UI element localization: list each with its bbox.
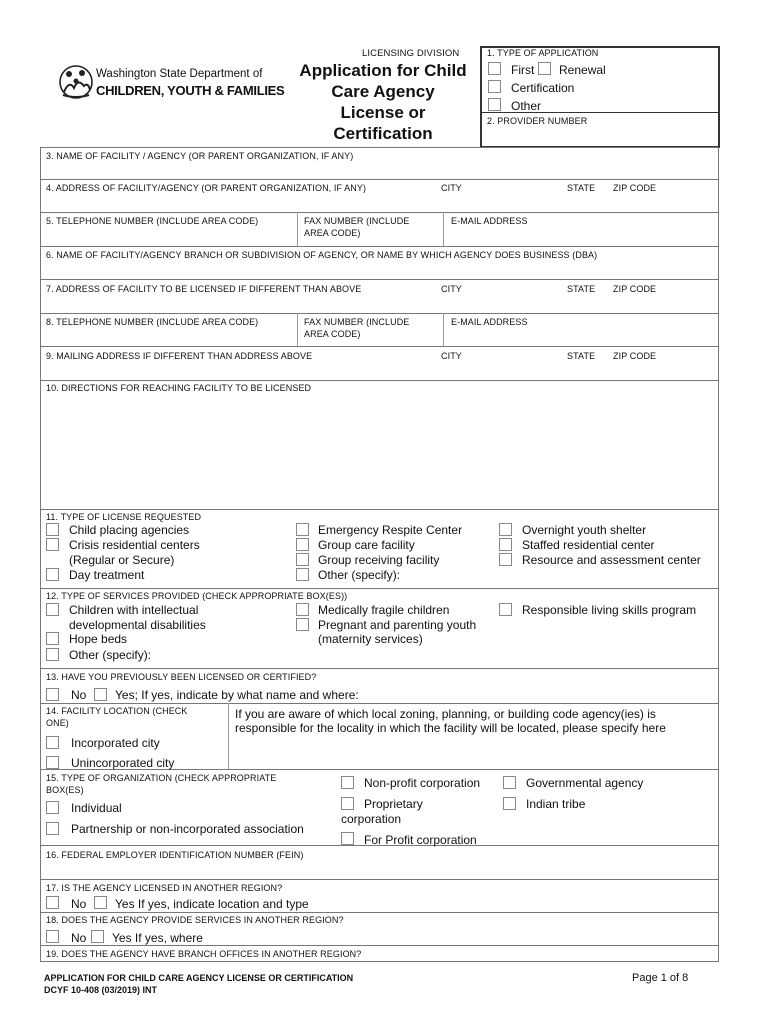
field-14-label-1: 14. FACILITY LOCATION (CHECK (46, 706, 188, 716)
first-label: First (511, 63, 535, 77)
individual-checkbox[interactable] (46, 801, 59, 814)
child-placing-label: Child placing agencies (69, 523, 190, 537)
field-9-label: 9. MAILING ADDRESS IF DIFFERENT THAN ADDRESS ABOVE (46, 351, 313, 361)
field-7-city: CITY (441, 284, 462, 294)
field-7-zip: ZIP CODE (613, 284, 657, 294)
provider-number-input[interactable] (484, 128, 716, 144)
indian-tribe-label: Indian tribe (526, 797, 586, 811)
field-18-label: 18. DOES THE AGENCY PROVIDE SERVICES IN ANOTHER REGION? (46, 915, 344, 925)
license-other-checkbox[interactable] (296, 568, 309, 581)
services-other-region-no-label: No (71, 931, 87, 945)
page-title (290, 60, 476, 144)
previously-licensed-yes-label: Yes; If yes, indicate by what name and where: (115, 688, 359, 702)
incorporated-city-checkbox[interactable] (46, 736, 59, 749)
renewal-label: Renewal (559, 63, 606, 77)
licensed-other-region-no-label: No (71, 897, 87, 911)
nonprofit-label: Non-profit corporation (364, 776, 481, 790)
crisis-residential-label: Crisis residential centers (69, 538, 200, 552)
title-line-3: License or (340, 103, 426, 122)
for-profit-label: For Profit corporation (364, 833, 477, 847)
pregnant-parenting-label: Pregnant and parenting youth (318, 618, 477, 632)
field-3-label: 3. NAME OF FACILITY / AGENCY (OR PARENT ORGANIZATION, IF ANY) (46, 151, 354, 161)
services-other-label: Other (specify): (69, 648, 152, 662)
indian-tribe-checkbox[interactable] (503, 797, 516, 810)
field-9-city: CITY (441, 351, 462, 361)
field-5-fax-2: AREA CODE) (304, 228, 361, 238)
facility-address-input[interactable] (44, 195, 714, 210)
field-14-label-2: ONE) (46, 718, 69, 728)
crisis-residential-sub: (Regular or Secure) (69, 553, 175, 567)
hope-beds-checkbox[interactable] (46, 632, 59, 645)
title-line-4: Certification (333, 124, 433, 143)
page-number: Page 1 of 8 (632, 972, 689, 984)
zoning-note-1: If you are aware of which local zoning, planning, or building code agency(ies) is (235, 707, 656, 721)
title-line-2: Care Agency (331, 82, 435, 101)
medically-fragile-label: Medically fragile children (318, 603, 450, 617)
field-8-fax-2: AREA CODE) (304, 329, 361, 339)
services-other-region-yes-label: Yes If yes, where (112, 931, 203, 945)
directions-input[interactable] (44, 396, 714, 506)
field-12-label: 12. TYPE OF SERVICES PROVIDED (CHECK APPROPRIATE BOX(ES)) (46, 591, 348, 601)
renewal-checkbox[interactable] (538, 62, 551, 75)
licensing-division: LICENSING DIVISION (362, 48, 460, 59)
footer-form-number: DCYF 10-408 (03/2019) INT (44, 985, 158, 995)
child-placing-checkbox[interactable] (46, 523, 59, 536)
emergency-respite-checkbox[interactable] (296, 523, 309, 536)
license-other-label: Other (specify): (318, 568, 401, 582)
field-17-label: 17. IS THE AGENCY LICENSED IN ANOTHER REGION? (46, 883, 283, 893)
licensed-other-region-yes-checkbox[interactable] (94, 896, 107, 909)
unincorporated-city-checkbox[interactable] (46, 756, 59, 769)
field-13-label: 13. HAVE YOU PREVIOUSLY BEEN LICENSED OR CERTIFIED? (46, 672, 317, 682)
field-8-fax-1: FAX NUMBER (INCLUDE (304, 317, 410, 327)
field-4-zip: ZIP CODE (613, 183, 657, 193)
partnership-label: Partnership or non-incorporated association (71, 822, 304, 836)
field-19-label: 19. DOES THE AGENCY HAVE BRANCH OFFICES IN ANOTHER REGION? (46, 949, 362, 959)
previously-licensed-yes-checkbox[interactable] (94, 688, 107, 701)
living-skills-label: Responsible living skills program (522, 603, 697, 617)
services-other-region-no-checkbox[interactable] (46, 930, 59, 943)
proprietary-label: Proprietary (364, 797, 423, 811)
day-treatment-label: Day treatment (69, 568, 145, 582)
individual-label: Individual (71, 801, 122, 815)
zoning-note-2: responsible for the locality in which the facility will be located, please specify here (235, 721, 666, 735)
field-8-label: 8. TELEPHONE NUMBER (INCLUDE AREA CODE) (46, 317, 259, 327)
licensed-other-region-no-checkbox[interactable] (46, 896, 59, 909)
field-5-email: E-MAIL ADDRESS (451, 216, 528, 226)
field-6-label: 6. NAME OF FACILITY/AGENCY BRANCH OR SUBDIVISION OF AGENCY, OR NAME BY WHICH AGENCY DOES BUSINESS (DBA) (46, 250, 598, 260)
resource-assessment-label: Resource and assessment center (522, 553, 701, 567)
field-7-label: 7. ADDRESS OF FACILITY TO BE LICENSED IF DIFFERENT THAN ABOVE (46, 284, 362, 294)
crisis-residential-checkbox[interactable] (46, 538, 59, 551)
medically-fragile-checkbox[interactable] (296, 603, 309, 616)
pregnant-parenting-sub: (maternity services) (318, 632, 423, 646)
other-label: Other (511, 99, 542, 113)
field-2-label: 2. PROVIDER NUMBER (487, 116, 588, 126)
field-10-label: 10. DIRECTIONS FOR REACHING FACILITY TO BE LICENSED (46, 383, 312, 393)
unincorporated-city-label: Unincorporated city (71, 756, 175, 770)
field-4-city: CITY (441, 183, 462, 193)
proprietary-checkbox[interactable] (341, 797, 354, 810)
overnight-shelter-label: Overnight youth shelter (522, 523, 647, 537)
dcyf-logo (58, 62, 285, 102)
field-15-label-1: 15. TYPE OF ORGANIZATION (CHECK APPROPRIATE (46, 773, 277, 783)
previously-licensed-no-label: No (71, 688, 87, 702)
services-other-checkbox[interactable] (46, 648, 59, 661)
other-checkbox[interactable] (488, 98, 501, 111)
governmental-checkbox[interactable] (503, 776, 516, 789)
intellectual-disabilities-checkbox[interactable] (46, 603, 59, 616)
group-care-checkbox[interactable] (296, 538, 309, 551)
intellectual-disabilities-label: Children with intellectual (69, 603, 199, 617)
staffed-residential-checkbox[interactable] (499, 538, 512, 551)
day-treatment-checkbox[interactable] (46, 568, 59, 581)
certification-label: Certification (511, 81, 575, 95)
emergency-respite-label: Emergency Respite Center (318, 523, 463, 537)
licensed-other-region-yes-label: Yes If yes, indicate location and type (115, 897, 309, 911)
intellectual-disabilities-sub: developmental disabilities (69, 618, 206, 632)
previously-licensed-no-checkbox[interactable] (46, 688, 59, 701)
group-care-label: Group care facility (318, 538, 415, 552)
field-15-label-2: BOX(ES) (46, 785, 84, 795)
family-logo-icon (58, 62, 94, 100)
proprietary-sub: corporation (341, 812, 402, 826)
services-other-region-yes-checkbox[interactable] (91, 930, 104, 943)
field-1-label: 1. TYPE OF APPLICATION (487, 48, 599, 58)
field-5-fax-1: FAX NUMBER (INCLUDE (304, 216, 410, 226)
nonprofit-checkbox[interactable] (341, 776, 354, 789)
group-receiving-checkbox[interactable] (296, 553, 309, 566)
field-7-state: STATE (567, 284, 596, 294)
field-11-label: 11. TYPE OF LICENSE REQUESTED (46, 512, 202, 522)
partnership-checkbox[interactable] (46, 822, 59, 835)
hope-beds-label: Hope beds (69, 632, 128, 646)
governmental-label: Governmental agency (526, 776, 644, 790)
living-skills-checkbox[interactable] (499, 603, 512, 616)
certification-checkbox[interactable] (488, 80, 501, 93)
logo-line-2: CHILDREN, YOUTH & FAMILIES (96, 83, 285, 98)
fein-input[interactable] (44, 862, 714, 877)
title-line-1: Application for Child (299, 61, 467, 80)
resource-assessment-checkbox[interactable] (499, 553, 512, 566)
overnight-shelter-checkbox[interactable] (499, 523, 512, 536)
field-5-label: 5. TELEPHONE NUMBER (INCLUDE AREA CODE) (46, 216, 259, 226)
dba-name-input[interactable] (44, 262, 714, 277)
field-16-label: 16. FEDERAL EMPLOYER IDENTIFICATION NUMBER (FEIN) (46, 850, 304, 860)
incorporated-city-label: Incorporated city (71, 736, 160, 750)
footer-form-title: APPLICATION FOR CHILD CARE AGENCY LICENSE OR CERTIFICATION (44, 973, 354, 983)
for-profit-checkbox[interactable] (341, 832, 354, 845)
field-9-zip: ZIP CODE (613, 351, 657, 361)
pregnant-parenting-checkbox[interactable] (296, 618, 309, 631)
field-8-email: E-MAIL ADDRESS (451, 317, 528, 327)
facility-name-input[interactable] (44, 162, 714, 177)
field-4-label: 4. ADDRESS OF FACILITY/AGENCY (OR PARENT ORGANIZATION, IF ANY) (46, 183, 367, 193)
group-receiving-label: Group receiving facility (318, 553, 440, 567)
first-checkbox[interactable] (488, 62, 501, 75)
field-4-state: STATE (567, 183, 596, 193)
staffed-residential-label: Staffed residential center (522, 538, 655, 552)
logo-line-1: Washington State Department of (96, 68, 263, 80)
field-9-state: STATE (567, 351, 596, 361)
